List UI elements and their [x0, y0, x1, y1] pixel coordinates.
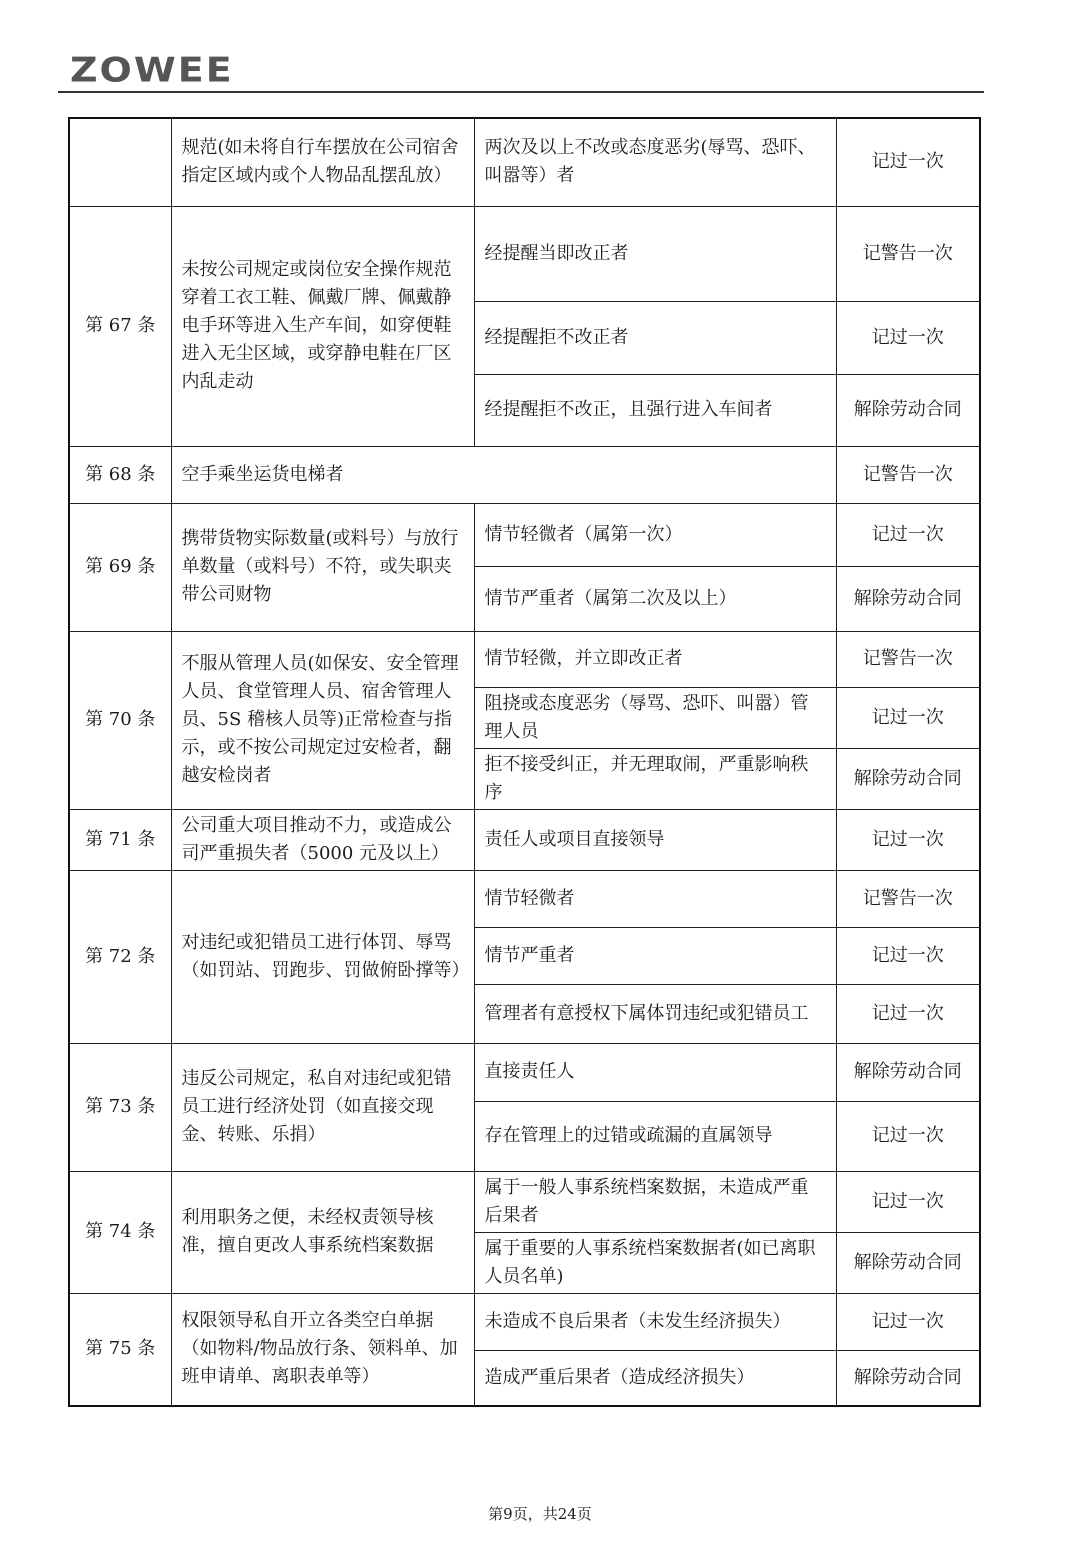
violation-description: 权限领导私自开立各类空白单据（如物料/物品放行条、领料单、加班申请单、离职表单等） — [171, 1293, 474, 1406]
table-row — [69, 870, 980, 927]
penalty: 记过一次 — [836, 1101, 980, 1171]
company-logo: ZOWEE — [70, 50, 234, 90]
condition: 情节严重者 — [474, 927, 836, 984]
condition: 未造成不良后果者（未发生经济损失） — [474, 1293, 836, 1350]
article-number — [69, 118, 171, 206]
condition: 属于一般人事系统档案数据，未造成严重后果者 — [474, 1171, 836, 1232]
penalty: 记警告一次 — [836, 206, 980, 301]
violation-description: 规范(如未将自行车摆放在公司宿舍指定区域内或个人物品乱摆乱放） — [171, 118, 474, 206]
violation-description: 空手乘坐运货电梯者 — [171, 446, 836, 503]
penalty: 解除劳动合同 — [836, 748, 980, 809]
violation-description: 公司重大项目推动不力，或造成公司严重损失者（5000 元及以上） — [171, 809, 474, 870]
penalty: 解除劳动合同 — [836, 1350, 980, 1406]
condition: 情节严重者（属第二次及以上） — [474, 566, 836, 631]
penalty: 记过一次 — [836, 1293, 980, 1350]
penalty: 解除劳动合同 — [836, 374, 980, 446]
article-number: 第 69 条 — [69, 503, 171, 631]
condition: 管理者有意授权下属体罚违纪或犯错员工 — [474, 984, 836, 1043]
penalty-table — [68, 117, 981, 1407]
penalty: 记过一次 — [836, 503, 980, 566]
penalty: 解除劳动合同 — [836, 1232, 980, 1293]
condition: 经提醒拒不改正，且强行进入车间者 — [474, 374, 836, 446]
table-row — [69, 1043, 980, 1101]
penalty: 记过一次 — [836, 984, 980, 1043]
penalty: 记过一次 — [836, 687, 980, 748]
violation-description: 未按公司规定或岗位安全操作规范穿着工衣工鞋、佩戴厂牌、佩戴静电手环等进入生产车间，如穿便鞋进入无尘区域，或穿静电鞋在厂区内乱走动 — [171, 206, 474, 446]
condition: 存在管理上的过错或疏漏的直属领导 — [474, 1101, 836, 1171]
table-row — [69, 118, 980, 206]
penalty: 解除劳动合同 — [836, 1043, 980, 1101]
article-number: 第 74 条 — [69, 1171, 171, 1293]
condition: 情节轻微者 — [474, 870, 836, 927]
table-row — [69, 446, 980, 503]
table-row — [69, 631, 980, 687]
condition: 阻挠或态度恶劣（辱骂、恐吓、叫嚣）管理人员 — [474, 687, 836, 748]
penalty: 记警告一次 — [836, 446, 980, 503]
condition: 情节轻微，并立即改正者 — [474, 631, 836, 687]
violation-description: 对违纪或犯错员工进行体罚、辱骂（如罚站、罚跑步、罚做俯卧撑等） — [171, 870, 474, 1043]
article-number: 第 67 条 — [69, 206, 171, 446]
article-number: 第 71 条 — [69, 809, 171, 870]
condition: 经提醒当即改正者 — [474, 206, 836, 301]
penalty: 记警告一次 — [836, 870, 980, 927]
penalty: 记警告一次 — [836, 631, 980, 687]
article-number: 第 75 条 — [69, 1293, 171, 1406]
violation-description: 不服从管理人员(如保安、安全管理人员、食堂管理人员、宿舍管理人员、5S 稽核人员等)正常检查与指示，或不按公司规定过安检者，翻越安检岗者 — [171, 631, 474, 809]
violation-description: 违反公司规定，私自对违纪或犯错员工进行经济处罚（如直接交现金、转账、乐捐） — [171, 1043, 474, 1171]
condition: 拒不接受纠正，并无理取闹，严重影响秩序 — [474, 748, 836, 809]
violation-description: 携带货物实际数量(或料号）与放行单数量（或料号）不符，或失职夹带公司财物 — [171, 503, 474, 631]
condition: 两次及以上不改或态度恶劣(辱骂、恐吓、叫嚣等）者 — [474, 118, 836, 206]
table-row — [69, 206, 980, 301]
table-row — [69, 1293, 980, 1350]
condition: 造成严重后果者（造成经济损失） — [474, 1350, 836, 1406]
condition: 直接责任人 — [474, 1043, 836, 1101]
condition: 情节轻微者（属第一次） — [474, 503, 836, 566]
article-number: 第 70 条 — [69, 631, 171, 809]
article-number: 第 73 条 — [69, 1043, 171, 1171]
condition: 经提醒拒不改正者 — [474, 301, 836, 374]
penalty: 记过一次 — [836, 118, 980, 206]
table-row — [69, 809, 980, 870]
penalty: 解除劳动合同 — [836, 566, 980, 631]
table-row — [69, 1171, 980, 1232]
article-number: 第 68 条 — [69, 446, 171, 503]
condition: 责任人或项目直接领导 — [474, 809, 836, 870]
penalty: 记过一次 — [836, 1171, 980, 1232]
condition: 属于重要的人事系统档案数据者(如已离职人员名单) — [474, 1232, 836, 1293]
penalty: 记过一次 — [836, 301, 980, 374]
penalty: 记过一次 — [836, 809, 980, 870]
violation-description: 利用职务之便，未经权责领导核准，擅自更改人事系统档案数据 — [171, 1171, 474, 1293]
page-number: 第9页，共24页 — [488, 1505, 592, 1523]
penalty: 记过一次 — [836, 927, 980, 984]
table-row — [69, 503, 980, 566]
header-divider — [58, 91, 984, 93]
article-number: 第 72 条 — [69, 870, 171, 1043]
